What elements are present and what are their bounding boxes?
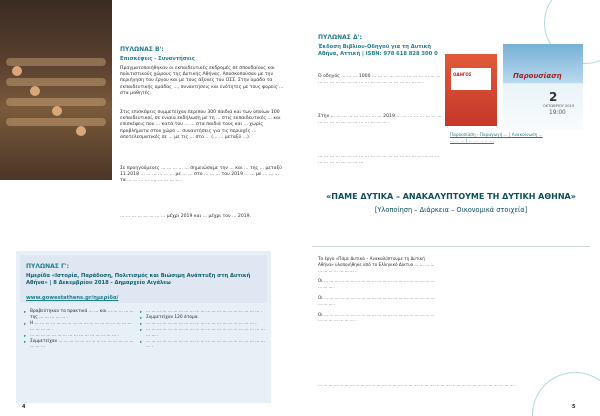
closing-paragraph: ... ... ... ... ... ... ... ... ... ... ... ... ... ... ... ... ... ... ... ... ... ... ... ... ... ... ... ... ... ... ... ... ... ... ... ... ... . (318, 382, 517, 387)
bullet-left-2: ▸ Η ... ... ... ... ... ... ... ... ... ... ... ... ... ... ... ... ... ... ... ... ... ... . (24, 321, 134, 333)
event-link-1[interactable]: Παρουσίαση - Παραγωγή ... | Ανακοίνωση ... (450, 132, 543, 137)
section1-subheading: Επισκέψεις - Συναντήσεις (120, 56, 195, 62)
bullet-left-1: ▸ Βραβεύτηκαν τα πρακτικά ... ... και ... ... ... ... ... της ... ... ... ... ... . (24, 309, 134, 321)
section2-subheading: Ημερίδα «Ιστορία, Παράδοση, Πολιτισμός και Βιώσιμη Ανάπτυξη στη Δυτική Αθήνα» | 8 Δεκεμβρίου 2018 - Δημαρχείο Αιγάλεω (26, 273, 251, 286)
project-subtitle: [Υλοποίηση – Διάρκεια – Οικονομικά στοιχεία] (374, 206, 528, 214)
guide-book-cover (445, 54, 497, 126)
bullet-right-5: ▸ ... ... ... ... ... ... ... ... ... ... ... ... ... ... ... ... ... ... ... ... ... ... ... . (140, 339, 266, 351)
project-paragraphs (318, 256, 438, 323)
decorative-curve-bottom (532, 372, 600, 416)
section-paragraph-2: Στην ... ... ... ... ... ... ... ... ... 2019 ... ... ... ... ... ... ... ... ... ... ... ... ... ... ... ... ... ... ... ... . (318, 114, 442, 126)
event-time: 19:00 (549, 110, 566, 116)
section2-box (16, 251, 271, 403)
event-poster (503, 44, 583, 130)
bullet-left-3: ▸ ... ... ... ... ... ... ... ... ... ... ... ... ... ... ... ... . (24, 333, 134, 339)
conference-photo (0, 0, 112, 180)
section-divider (312, 246, 590, 247)
right-page (300, 0, 600, 416)
page-number-right: 5 (572, 404, 576, 410)
project-title: «ΠΑΜΕ ΔΥΤΙΚΑ – ΑΝΑΚΑΛΥΠΤΟΥΜΕ ΤΗ ΔΥΤΙΚΗ ΑΘΗΝΑ» (326, 192, 576, 201)
project-paragraph-4: Οι ... ... ... ... ... ... ... ... ... ... ... ... ... ... ... ... ... ... ... ... ... ... ... ... ... ... ... ... . (318, 311, 435, 323)
project-paragraph-2: Οι ... ... ... ... ... ... ... ... ... ... ... ... ... ... ... ... ... ... ... ... ... ... ... ... . (318, 278, 435, 290)
project-paragraph-1: Το έργο «Πάμε Δυτικά – Ανακαλύπτουμε τη Δυτική Αθήνα» υλοποιήθηκε από το Ελληνικό Δίκτυο ... ... ... ... ... ... ... ... ... ... ... . (318, 256, 435, 273)
section2-link[interactable]: www.gowestathens.gr/ημερίδα/ (26, 295, 119, 301)
guide-and-event-poster (445, 44, 583, 130)
event-links[interactable] (450, 132, 590, 143)
page-number-left: 4 (22, 404, 26, 410)
section2-bullets-left (24, 309, 134, 350)
book-title: ΟΔΗΓΟΣ (453, 72, 472, 77)
project-summary-box (312, 192, 590, 236)
event-month: ΟΚΤΩΒΡΙΟΥ 2019 (543, 104, 575, 108)
section1-paragraph-3: Σε προηγούμενες ... ... ... ... ... σημειώσαμε την ... και ... της ... μεταξύ 11.2018 ... ... ... ... ... ... με ... ... στο ... ... ... του 2019 ... ... με ... ... ... τα ... ... ... ... ..., ... ... ... ... . (120, 166, 282, 184)
section2-bullets-right (140, 309, 266, 350)
section-heading: ΠΥΛΩΝΑΣ Δ': (318, 34, 362, 41)
section1-heading: ΠΥΛΩΝΑΣ Β': (120, 46, 164, 53)
event-title: Παρουσίαση (513, 72, 562, 80)
section-paragraph-1: Ο οδηγός ... ... ... 1000 ... ... ... ... ... ... ... ... ... ... ... ... ... ... ... ... ... ... ... ... ... ... ... ... ... ... ... ... ... ... . (318, 74, 441, 86)
event-day: 2 (549, 90, 558, 104)
section-paragraph-3: ... ... ... ... ... ... ... ... ... ... ... ... ... ... ... ... ... ... ... ... ... ... ... ... ... ... ... ... ... (318, 154, 440, 166)
bullet-right-1: ▸ ... ... ... ... ... ... ... ... ... ... ... ... ... ... ... ... ... ... ... ... ... . (140, 309, 266, 315)
bullet-right-3: ▸ ... ... ... ... ... ... ... ... ... ... ... ... ... ... ... ... ... ... ... ... . (140, 321, 266, 327)
bullet-right-2: ▸ Συμμετείχαν 120 άτομα. (140, 315, 266, 321)
bullet-left-4: ▸ Συμμετείχαν ... ... ... ... ... ... ... ... ... ... ... ... ... ... ... ... ... (24, 339, 134, 351)
section-subheading: Έκδοση Βιβλίου-Οδηγού για τη Δυτική Αθήνα, Αττική | ISBN: 978 618 828 300 0 (318, 44, 438, 57)
bullet-right-4: ▸ ... ... ... ... ... ... ... ... ... ... ... ... ... ... ... ... ... ... ... ... ... ... ... ... . (140, 327, 266, 339)
section1-paragraph-1: Πραγματοποιήθηκαν οι εκπαιδευτικές εκδρομές σε σπουδαίους και πολιτιστικούς χώρους της Δυτικής Αθήνας. Αποσκοπούσαν με την περιήγηση του έργου και με τους άξονες του ΟΣΣ. Στην ομάδα τα εκπαιδευτικής ομάδας ..., συναντήσεις και ενότητες με τους φορείς ... στα μαθητές. (120, 66, 284, 96)
section1-paragraph-2: Στις επισκέψεις συμμετείχαν περίπου 300 παιδιά και των οποίων 100 εκπαιδευτικοί, σε ενιαία εκδήλωση με τη ... στις εκπαιδευτικές ... και επισκέψεις που ... κατά του ... ... στα παιδιά τους και ... χωρίς προβλήματα στον χώρο ... συναντήσεις για τις περιοχές ... αποτελεσματικές σε ... με τις ... στο ... (... ... μεταξύ ...). (120, 110, 281, 140)
event-link-2[interactable]: ... ... ... | ... ... ... ... ... (450, 137, 495, 143)
section1-paragraph-4: ... ... ... ... ... ... ... ... μέχρι 2019 και ... μέχρι τον ... 2019. (120, 214, 252, 219)
project-paragraph-3: Οι ... ... ... ... ... ... ... ... ... ... ... ... ... ... ... ... ... ... ... ... ... ... ... ... . (318, 294, 435, 306)
section2-heading: ΠΥΛΩΝΑΣ Γ': (26, 263, 70, 270)
